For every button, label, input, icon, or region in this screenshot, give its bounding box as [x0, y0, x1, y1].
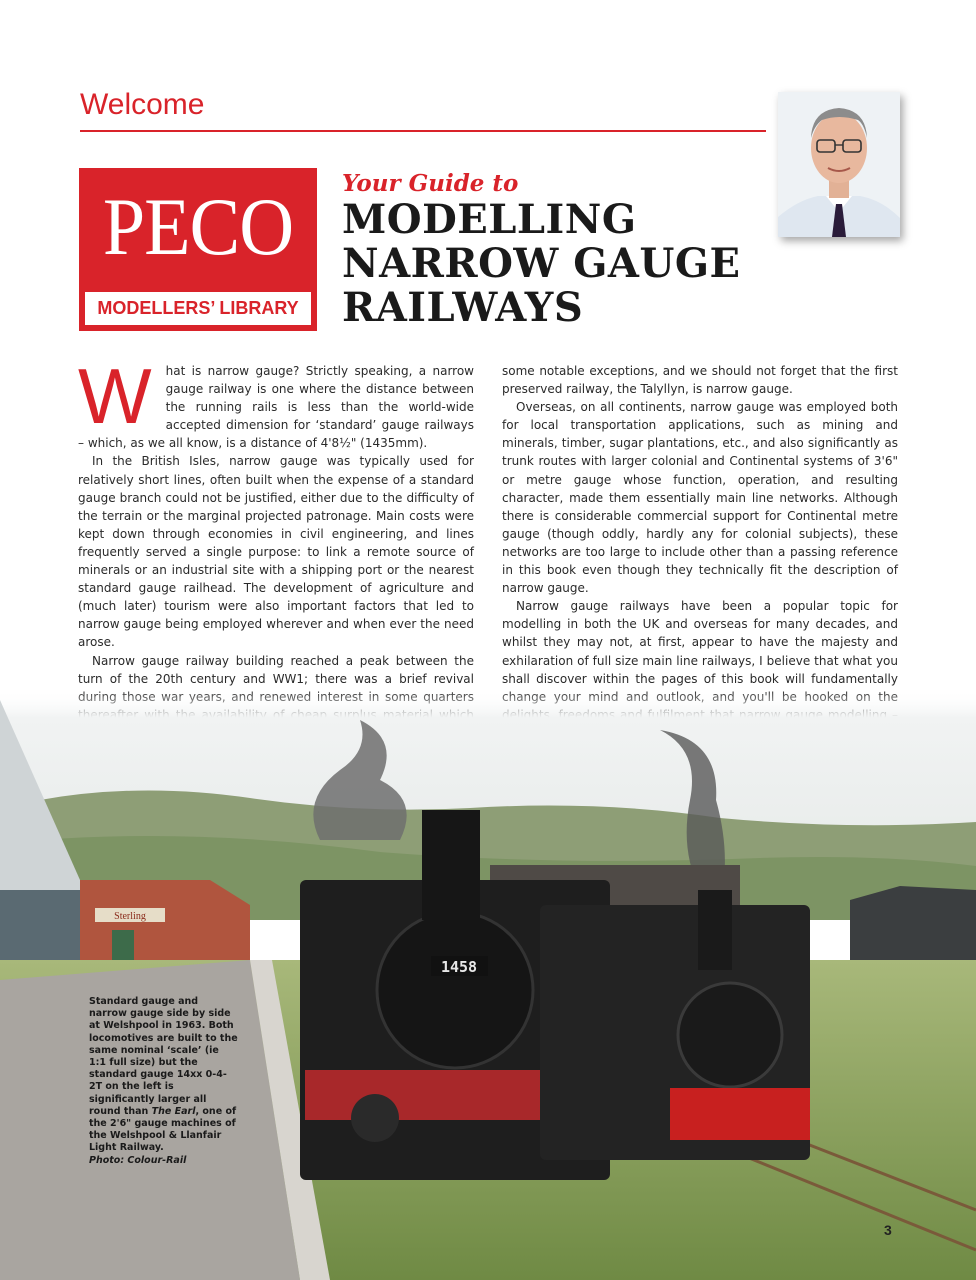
ng-chimney [698, 890, 732, 970]
brick-building [80, 880, 250, 965]
paragraph-4: Overseas, on all continents, narrow gauge was employed both for local transportation applications, such as mining and minerals, timber, sugar plantations, etc., and also significantly as trunk routes with larger colonial and Continental systems of 3'6" or metre gauge whose function, operation, and resulting character, made them essentially main line networks. Although there is considerable commercial support for Continental metre gauge (though oddly, hardly any for colonial subjects), these networks are too large to include other than a passing reference in this book even though they technically fit the description of narrow gauge. [502, 400, 898, 596]
buffer-beam-right [670, 1088, 810, 1140]
drop-cap: W [78, 352, 152, 440]
chimney [422, 810, 480, 920]
peco-brand: PECO [102, 181, 294, 273]
ng-smokebox [678, 983, 782, 1087]
loco-number: 1458 [440, 958, 478, 976]
title-line-1: MODELLING [342, 196, 637, 243]
building-sign-text: Sterling [114, 911, 146, 922]
paragraph-3-continued: some notable exceptions, and we should not forget that the first preserved railway, the Talyllyn, is narrow gauge. [502, 364, 898, 397]
title-line-3: RAILWAYS [342, 284, 584, 331]
paragraph-5: Narrow gauge railways have been a popular topic for modelling in both the UK and overseas for many decades, and whilst they may not, at first, appear to have the majesty and exhilaration of full size main line railways, I believe that what you shall discover within the pages of this book will fundamentally [502, 599, 898, 686]
caption-locomotive-name: The Earl [151, 1105, 196, 1117]
paragraph-2: In the British Isles, narrow gauge was typically used for relatively short lines, often built when the expense of a standard gauge branch could not be justified, either due to the difficulty of the terrain or the marginal projected patronage. Main costs were kept down through economies in civil engineering, and lines frequently served a single purpose: to link a remote source of minerals or an industrial site with a shipping port or the nearest standard gauge railhead. The development of agriculture and (much later) tourism were also important factors that led to narrow gauge being employed wherever and when ever the need arose. [78, 454, 474, 650]
series-box [85, 292, 311, 325]
railway-photo [0, 690, 976, 1280]
paragraph-3: Narrow gauge railway building reached a peak between the turn of the 20th century and WW1; there was a brief revival [78, 653, 474, 686]
author-portrait [778, 92, 900, 237]
peco-logo [79, 168, 317, 331]
page-number: 3 [884, 1222, 892, 1238]
caption-text-1: Standard gauge and narrow gauge side by side at Welshpool in 1963. Both locomotives are built to the same nominal ‘scale’ (ie 1:1 full size) but the standard gauge 14xx 0-4-2T on the left is significantly larger all round than [89, 996, 238, 1117]
caption-text-2: , one of the 2'6" gauge machines of the Welshpool & Llanfair Light Railway. [89, 1105, 237, 1154]
paragraph-1-text: hat is narrow gauge? Strictly speaking, a narrow gauge railway is one where the distance between the running rails is less than the world-wide accepted dimension for ‘standard’ gauge railways – which, as we all know, is a distance of 4'8½" (1435mm). [78, 364, 474, 451]
paragraph-1 [78, 352, 474, 452]
building-door [112, 930, 134, 965]
book-title [342, 198, 741, 330]
buffer-left [351, 1094, 399, 1142]
series-name: MODELLERS’ LIBRARY [97, 298, 299, 318]
section-heading: Welcome [80, 88, 205, 121]
title-line-2: NARROW GAUGE [342, 240, 741, 287]
portrait-photo [778, 92, 900, 237]
dark-hut [850, 886, 976, 962]
photo-credit: Photo: Colour-Rail [89, 1154, 187, 1166]
header-rule [80, 130, 766, 132]
title-kicker: Your Guide to [342, 170, 519, 197]
photo-caption [89, 996, 239, 1167]
smokebox-door [377, 912, 533, 1068]
